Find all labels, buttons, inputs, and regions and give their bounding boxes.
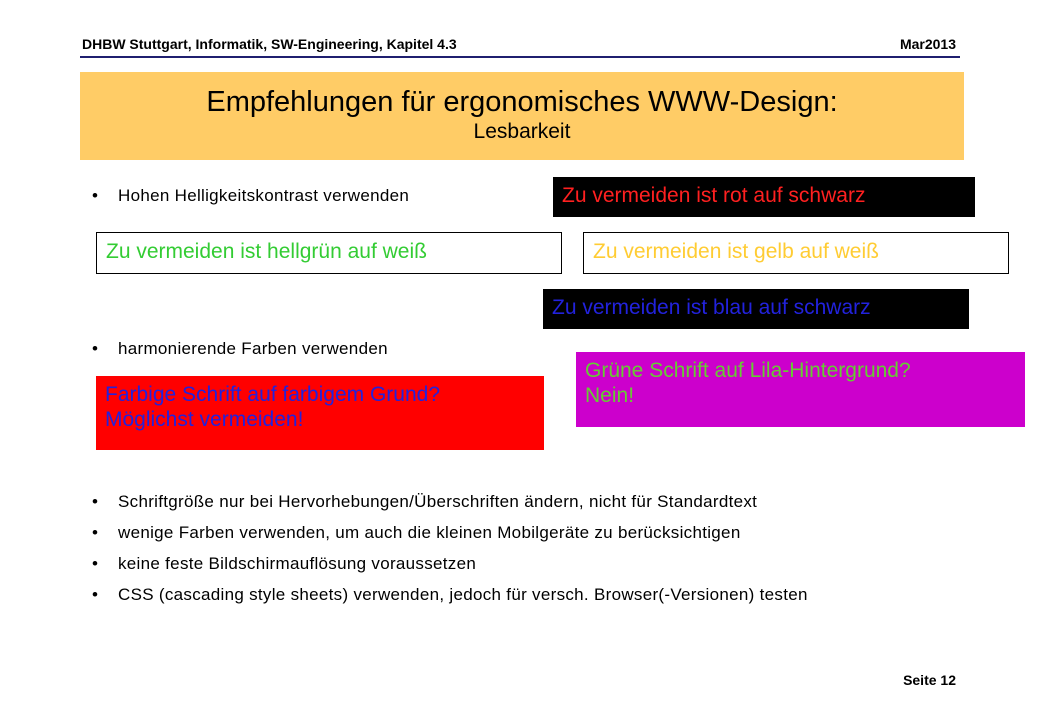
header-course-info: DHBW Stuttgart, Informatik, SW-Engineering, Kapitel 4.3 [82,36,457,52]
slide-title-box [80,72,964,160]
bullet-item [92,492,757,512]
example-text: Zu vermeiden ist rot auf schwarz [562,184,866,207]
bullet-text: Hohen Helligkeitskontrast verwenden [118,186,410,205]
bullet-dot: • [92,585,99,604]
example-text-line2: Möglichst vermeiden! [105,408,304,431]
bullet-dot: • [92,523,99,542]
bullet-item [92,523,741,543]
example-blue-on-black [543,289,969,329]
example-text-line2: Nein! [585,384,635,407]
bullet-text: Schriftgröße nur bei Hervorhebungen/Überschriften ändern, nicht für Standardtext [118,492,758,511]
bullet-item [92,585,808,605]
bullet-text: wenige Farben verwenden, um auch die kleinen Mobilgeräte zu berücksichtigen [118,523,741,542]
example-colored-on-colored [96,376,544,450]
bullet-dot: • [92,492,99,511]
example-text-line1: Grüne Schrift auf Lila-Hintergrund? [585,359,911,382]
bullet-dot: • [92,554,99,573]
bullet-text: keine feste Bildschirmauflösung voraussetzen [118,554,477,573]
example-lightgreen-on-white [96,232,562,274]
example-text-line1: Farbige Schrift auf farbigem Grund? [105,383,440,406]
example-text: Zu vermeiden ist gelb auf weiß [593,240,879,263]
example-red-on-black [553,177,975,217]
page-number: Seite 12 [903,672,956,688]
example-yellow-on-white [583,232,1009,274]
slide-title: Empfehlungen für ergonomisches WWW-Design: [206,86,838,118]
example-text: Zu vermeiden ist blau auf schwarz [552,296,871,319]
bullet-dot: • [92,339,99,358]
example-text: Zu vermeiden ist hellgrün auf weiß [106,240,427,263]
header-date: Mar2013 [899,36,956,52]
bullet-item [92,186,409,206]
bullet-text: CSS (cascading style sheets) verwenden, jedoch für versch. Browser(-Versionen) testen [118,585,808,604]
bullet-text: harmonierende Farben verwenden [118,339,388,358]
bullet-dot: • [92,186,99,205]
example-green-on-lila [576,352,1025,427]
slide-subtitle: Lesbarkeit [473,120,571,143]
header-divider [80,56,960,58]
bullet-item [92,554,476,574]
bullet-item [92,339,388,359]
